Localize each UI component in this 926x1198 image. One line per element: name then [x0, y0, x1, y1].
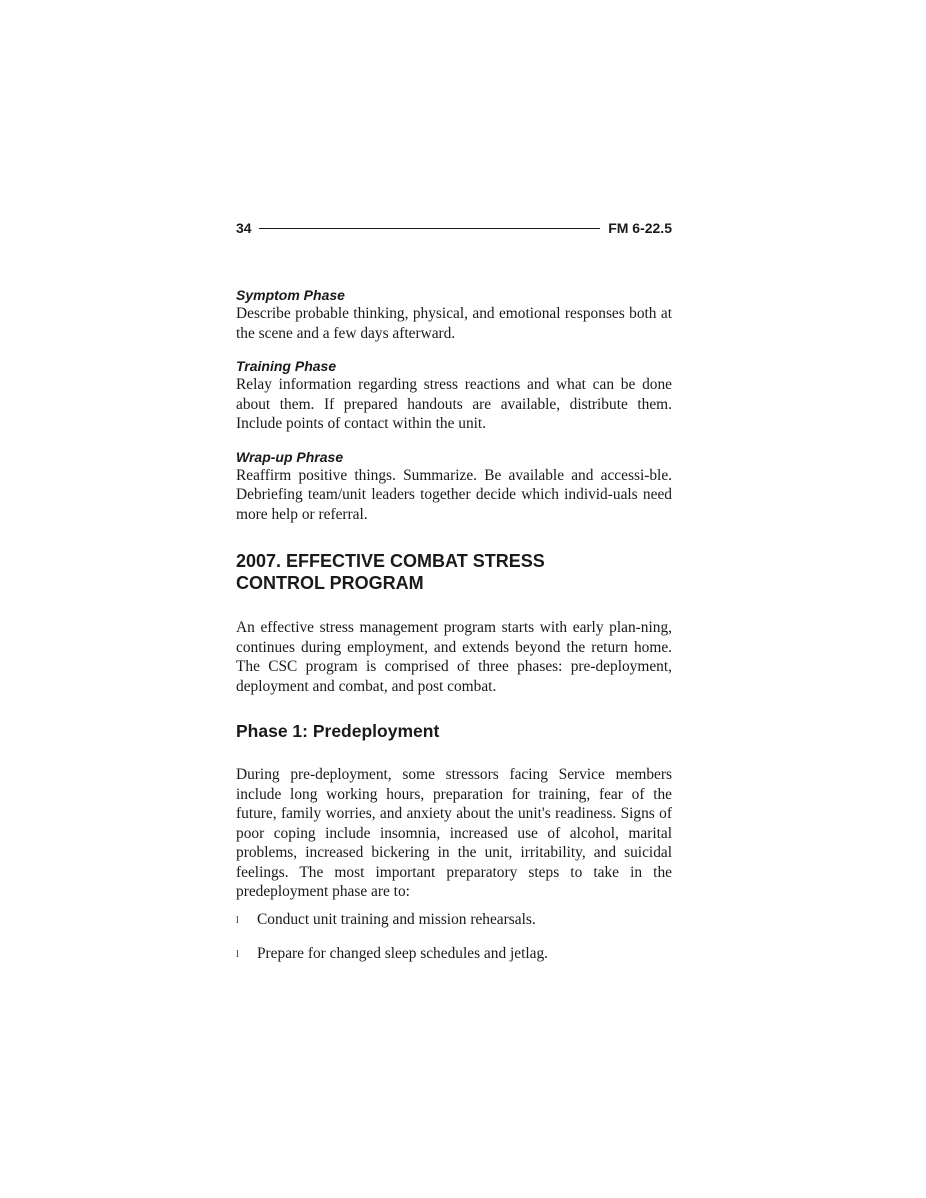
list-item	[236, 910, 672, 932]
header-rule	[259, 228, 601, 229]
page-number: 34	[236, 220, 252, 236]
running-header	[236, 218, 672, 238]
wrapup-phase-heading: Wrap-up Phrase	[236, 448, 344, 465]
symptom-phase-heading: Symptom Phase	[236, 287, 345, 303]
section-2007-heading-line2: CONTROL PROGRAM	[236, 573, 424, 593]
list-item-text: Conduct unit training and mission rehearsals.	[257, 910, 536, 928]
list-item	[236, 944, 672, 966]
phase1-text: During pre-deployment, some stressors facing Service members include long working hours, preparation for training, fear of the future, family worries, and anxiety about the unit's readiness. Signs of poor coping include insomnia, increased use of alcohol, marital problems, increased bickering in the unit, irritability, and suicidal feelings. The most important preparatory steps to take in the predeployment phase are to:	[236, 766, 672, 900]
training-phase-text: Relay information regarding stress reactions and what can be done about them. If prepared handouts are available, distribute them. Include points of contact within the unit.	[236, 376, 672, 432]
bullet-marker: l	[236, 948, 239, 960]
section-2007-heading	[236, 550, 672, 594]
section-2007-heading-line1: 2007. EFFECTIVE COMBAT STRESS	[236, 551, 545, 571]
bullet-marker: l	[236, 914, 239, 926]
document-page	[236, 218, 672, 966]
symptom-phase-text: Describe probable thinking, physical, and emotional responses both at the scene and a few days afterward.	[236, 305, 672, 342]
phase1-bullet-list	[236, 910, 672, 966]
phase1-heading: Phase 1: Predeployment	[236, 721, 440, 741]
wrapup-phase-text: Reaffirm positive things. Summarize. Be available and accessi-ble. Debriefing team/unit leaders together decide which individ-uals need more help or referral.	[236, 466, 672, 523]
manual-id: FM 6-22.5	[608, 220, 672, 236]
training-phase-heading: Training Phase	[236, 358, 337, 374]
section-2007-text: An effective stress management program starts with early plan-ning, continues during employment, and extends beyond the return home. The CSC program is comprised of three phases: pre-deployment, deployment and combat, and post combat.	[236, 619, 672, 695]
list-item-text: Prepare for changed sleep schedules and jetlag.	[257, 944, 549, 962]
